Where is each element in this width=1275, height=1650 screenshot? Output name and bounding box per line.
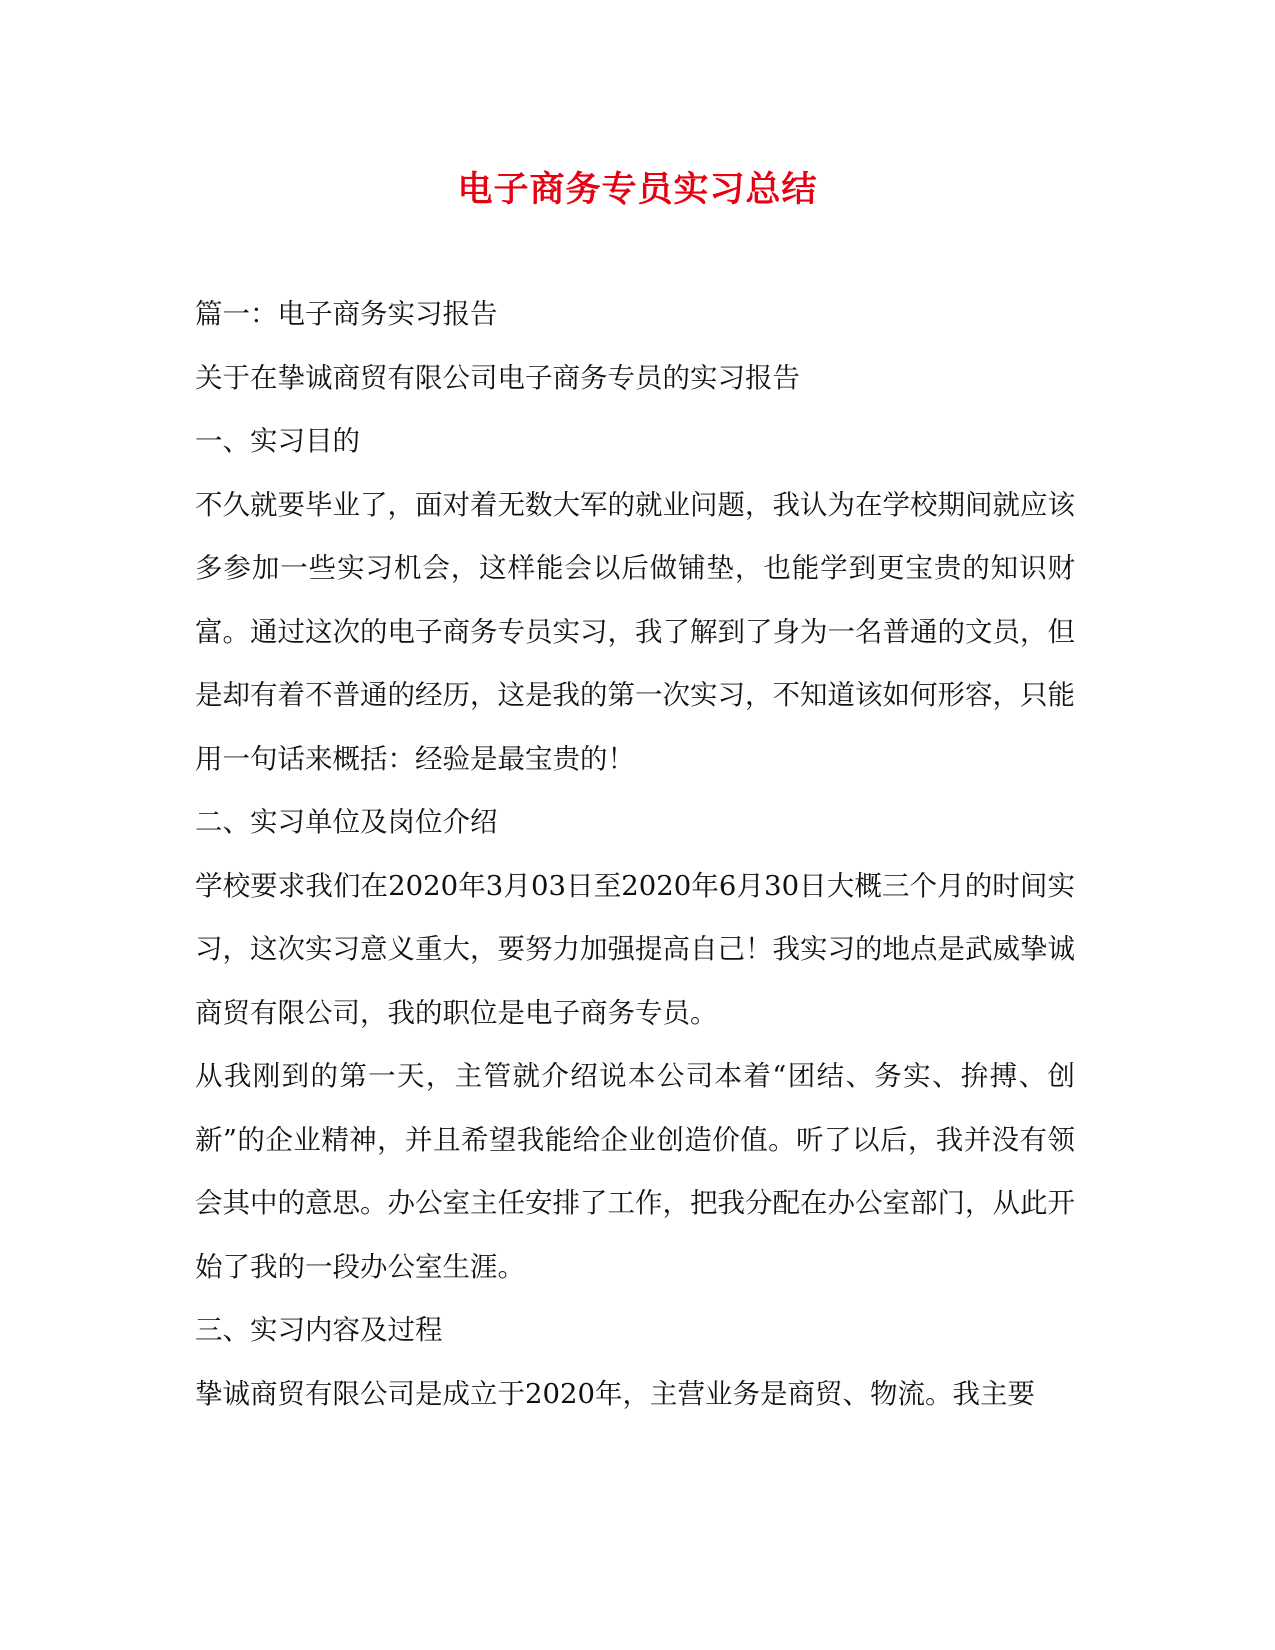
paragraph-company: 挚诚商贸有限公司是成立于2020年，主营业务是商贸、物流。我主要: [195, 1377, 1035, 1410]
section-heading-content: 三、实习内容及过程: [195, 1314, 443, 1346]
section-heading-purpose: 一、实习目的: [195, 425, 360, 457]
section-heading-part-one: 篇一：电子商务实习报告: [195, 298, 498, 330]
report-subtitle: 关于在挚诚商贸有限公司电子商务专员的实习报告: [195, 361, 800, 394]
paragraph-first-day: 从我刚到的第一天，主管就介绍说本公司本着“团结、务实、拚搏、创新”的企业精神，并且希望我能给企业创造价值。听了以后，我并没有领会其中的意思。办公室主任安排了工作，把我分配在办公室部门，从此开始了我的一段办公室生涯。: [195, 1060, 1075, 1283]
document-body: [195, 283, 1075, 1426]
document-title: 电子商务专员实习总结: [457, 169, 818, 210]
paragraph-purpose: 不久就要毕业了，面对着无数大军的就业问题，我认为在学校期间就应该多参加一些实习机会，这样能会以后做铺垫，也能学到更宝贵的知识财富。通过这次的电子商务专员实习，我了解到了身为一名普通的文员，但是却有着不普通的经历，这是我的第一次实习，不知道该如何形容，只能用一句话来概括：经验是最宝贵的！: [195, 488, 1075, 775]
paragraph-unit: 学校要求我们在2020年3月03日至2020年6月30日大概三个月的时间实习，这次实习意义重大，要努力加强提高自己！我实习的地点是武威挚诚商贸有限公司，我的职位是电子商务专员。: [195, 869, 1075, 1029]
section-heading-unit: 二、实习单位及岗位介绍: [195, 806, 498, 838]
